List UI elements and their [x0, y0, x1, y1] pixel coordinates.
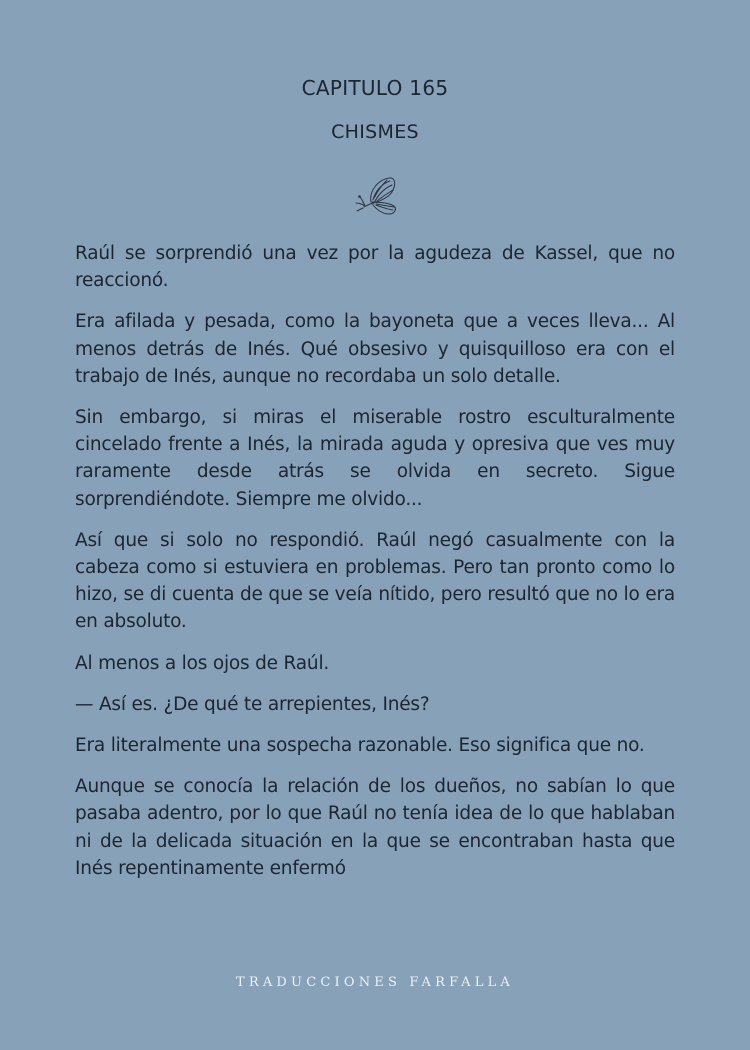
paragraph: Sin embargo, si miras el miserable rostro esculturalmente cincelado frente a Inés, la mirada aguda y opresiva que ves muy raramente desde atrás se olvida en secreto. Sigue sorprendiéndote. Siempre me olvido... — [75, 407, 675, 510]
paragraph: Al menos a los ojos de Raúl. — [75, 652, 330, 674]
paragraph: Era literalmente una sospecha razonable. Eso significa que no. — [75, 735, 645, 757]
paragraph: — Así es. ¿De qué te arrepientes, Inés? — [75, 693, 430, 715]
chapter-title: CAPITULO 165 — [301, 76, 449, 100]
chapter-body — [75, 240, 675, 960]
paragraph: Así que si solo no respondió. Raúl negó casualmente con la cabeza como si estuviera en problemas. Pero tan pronto como lo hizo, se di cuenta de que se veía nítido, pero resultó que no lo era en absoluto. — [75, 529, 675, 633]
butterfly-icon — [351, 174, 399, 218]
paragraph: Era afilada y pesada, como la bayoneta que a veces lleva... Al menos detrás de Inés. Qué obsesivo y quisquilloso era con el trabajo de Inés, aunque no recordaba un solo detalle. — [75, 311, 675, 387]
footer-credit: TRADUCCIONES FARFALLA — [235, 975, 514, 990]
paragraph: Aunque se conocía la relación de los dueños, no sabían lo que pasaba adentro, por lo que Raúl no tenía idea de lo que hablaban ni de la delicada situación en la que se encontraban hasta que Inés repentinamente enfermó — [75, 776, 675, 879]
paragraph: Raúl se sorprendió una vez por la agudeza de Kassel, que no reaccionó. — [75, 243, 675, 292]
chapter-subtitle: CHISMES — [331, 121, 419, 143]
